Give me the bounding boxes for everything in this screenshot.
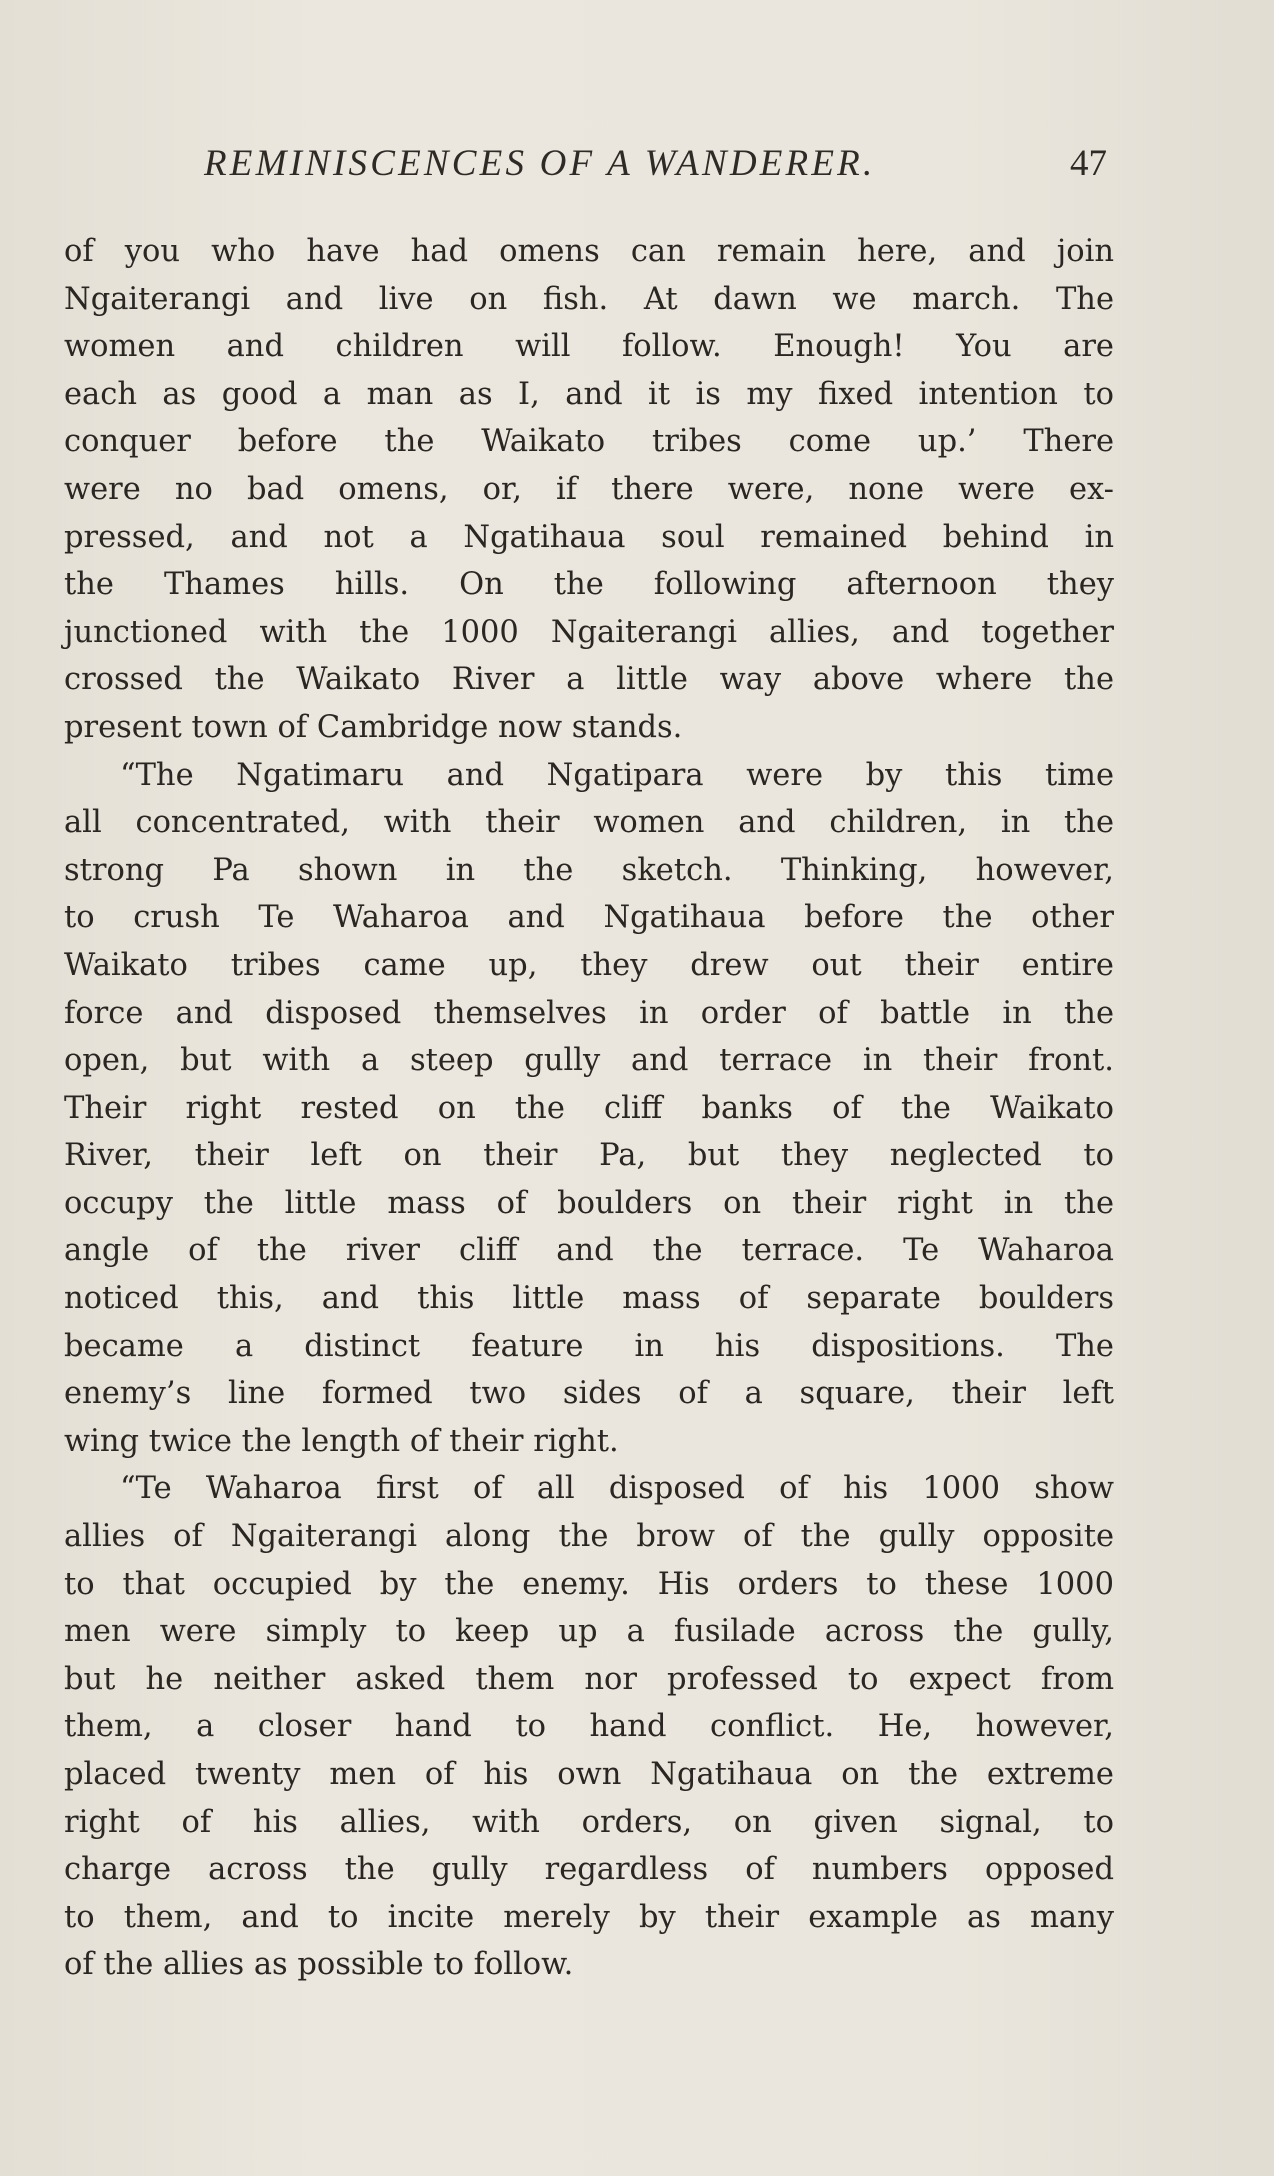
- text-line: to crush Te Waharoa and Ngatihaua before the other: [64, 900, 1114, 936]
- text-line: to them, and to incite merely by their example as many: [64, 1899, 1114, 1935]
- text-line: junctioned with the 1000 Ngaiterangi allies, and together: [64, 614, 1114, 650]
- text-line: Ngaiterangi and live on fish. At dawn we march. The: [64, 281, 1114, 317]
- text-line: of the allies as possible to follow.: [64, 1947, 574, 1983]
- text-line: became a distinct feature in his dispositions. The: [64, 1328, 1114, 1364]
- text-line: enemy’s line formed two sides of a square, their left: [64, 1376, 1114, 1412]
- text-line: Waikato tribes came up, they drew out their entire: [64, 947, 1114, 983]
- text-line: noticed this, and this little mass of separate boulders: [64, 1281, 1114, 1317]
- text-line: were no bad omens, or, if there were, none were ex-: [64, 471, 1114, 507]
- running-head: [0, 142, 1274, 192]
- text-line: “Te Waharoa first of all disposed of his 1000 show: [120, 1471, 1114, 1507]
- text-line: to that occupied by the enemy. His orders to these 1000: [64, 1566, 1114, 1602]
- text-line: River, their left on their Pa, but they neglected to: [64, 1138, 1114, 1174]
- text-line: charge across the gully regardless of numbers opposed: [64, 1852, 1114, 1888]
- text-line: the Thames hills. On the following afternoon they: [64, 567, 1114, 603]
- text-line: present town of Cambridge now stands.: [64, 709, 683, 745]
- text-line: allies of Ngaiterangi along the brow of the gully opposite: [64, 1519, 1114, 1555]
- text-line: strong Pa shown in the sketch. Thinking, however,: [64, 852, 1114, 888]
- text-line: men were simply to keep up a fusilade across the gully,: [64, 1614, 1114, 1650]
- text-line: all concentrated, with their women and children, in the: [64, 805, 1114, 841]
- text-line: pressed, and not a Ngatihaua soul remained behind in: [64, 519, 1114, 555]
- text-line: “The Ngatimaru and Ngatipara were by this time: [120, 757, 1114, 793]
- text-line: wing twice the length of their right.: [64, 1423, 619, 1459]
- text-line: right of his allies, with orders, on given signal, to: [64, 1804, 1114, 1840]
- running-title: REMINISCENCES OF A WANDERER.: [204, 143, 876, 184]
- text-line: angle of the river cliff and the terrace. Te Waharoa: [64, 1233, 1114, 1269]
- text-line: crossed the Waikato River a little way above where the: [64, 662, 1114, 698]
- text-line: conquer before the Waikato tribes come up.’ There: [64, 424, 1114, 460]
- text-line: of you who have had omens can remain here, and join: [64, 234, 1114, 269]
- body-text: [64, 228, 1114, 1989]
- text-line: each as good a man as I, and it is my fixed intention to: [64, 376, 1114, 412]
- page-number: 47: [1070, 143, 1107, 184]
- text-line: occupy the little mass of boulders on their right in the: [64, 1185, 1114, 1221]
- text-line: but he neither asked them nor professed to expect from: [64, 1661, 1114, 1697]
- text-line: women and children will follow. Enough! You are: [64, 329, 1114, 365]
- text-line: force and disposed themselves in order of battle in the: [64, 995, 1114, 1031]
- text-line: open, but with a steep gully and terrace in their front.: [64, 1043, 1114, 1079]
- text-line: placed twenty men of his own Ngatihaua on the extreme: [64, 1757, 1114, 1792]
- text-line: Their right rested on the cliff banks of the Waikato: [64, 1090, 1114, 1126]
- text-line: them, a closer hand to hand conflict. He, however,: [64, 1709, 1114, 1745]
